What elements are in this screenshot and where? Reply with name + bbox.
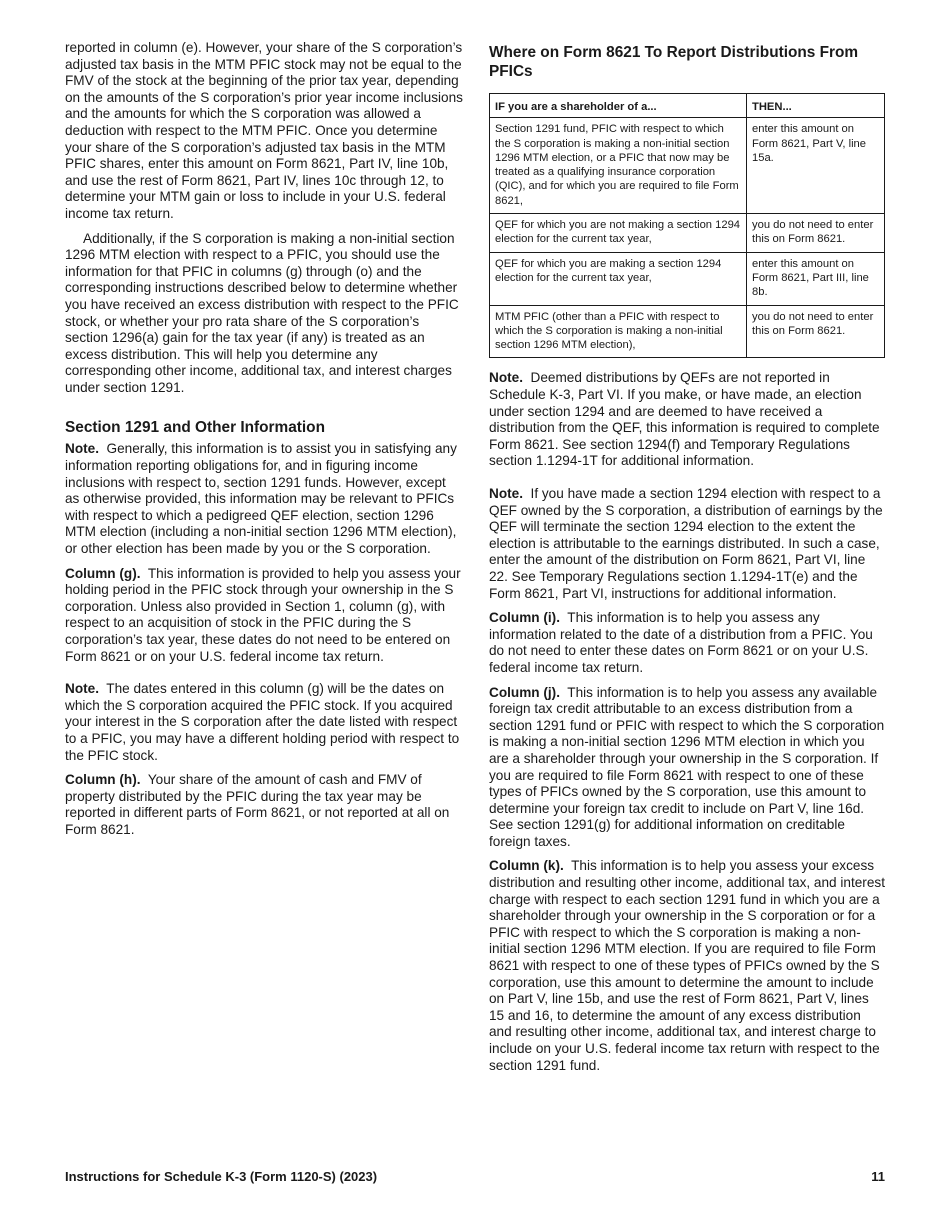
column-j-text: This information is to help you assess any available foreign tax credit attributable to an excess distribution from a section 1291 fund or PFIC with respect to which the S corporation is making a non-initial section 1296 MTM election in which you are a shareholder through your ownership in the S corporation. If you are required to file Form 8621 with respect to one of these types of PFICs owned by the S corporation, use this amount to determine your foreign tax credit to include on Part V, line 16d. See section 1291(g) for additional information on creditable foreign taxes. xyxy=(489,684,885,849)
note-text: Deemed distributions by QEFs are not reported in Schedule K-3, Part VI. If you make, or have made, an election under section 1294 and are deemed to have received a distribution from the QEF, this information is required to complete Form 8621. See section 1294(f) and Temporary Regulations section 1.1294-1T for additional information. xyxy=(489,370,880,469)
note-label: Note. xyxy=(489,370,523,386)
distributions-table xyxy=(489,93,885,358)
table-cell-if: MTM PFIC (other than a PFIC with respect to which the S corporation is making a non-initial section 1296 MTM election), xyxy=(490,305,747,358)
column-i-paragraph xyxy=(489,610,885,676)
column-i-text: This information is to help you assess any information related to the date of a distribution from a PFIC. You do not need to enter these dates on Form 8621 or on your U.S. federal income tax return. xyxy=(489,610,873,675)
column-k-paragraph xyxy=(489,858,885,1074)
table-header-row xyxy=(490,94,885,118)
column-j-paragraph xyxy=(489,685,885,851)
note-text: The dates entered in this column (g) will be the dates on which the S corporation acquired the PFIC stock. If you acquired your interest in the S corporation after the date listed with respect to a PFIC, you may have a different holding period with respect to the PFIC stock. xyxy=(65,681,460,763)
column-g-label: Column (g). xyxy=(65,565,141,581)
note-dates xyxy=(65,681,463,764)
section-heading-1291: Section 1291 and Other Information xyxy=(65,419,325,437)
note-text: If you have made a section 1294 election with respect to a QEF owned by the S corporation, a distribution of earnings by the QEF will terminate the section 1294 election to the extent the election is attributable to the earnings distributed. In such a case, enter the amount of the distribution on Form 8621, Part VI, line 22. See Temporary Regulations section 1.1294-1T(e) and the Form 8621, Part VI, instructions for additional information. xyxy=(489,486,883,601)
column-k-text: This information is to help you assess your excess distribution and resulting other income, additional tax, and interest charge with respect to each section 1291 fund in which you are a shareholder through your ownership in the S corporation or for a PFIC with respect to which the S corporation is making a non-initial section 1296 MTM election. If you are required to file Form 8621 with respect to one of these types of PFICs owned by the S corporation, use this amount to determine the amount to include on Part V, line 15b, and use the rest of Form 8621, Part V, lines 15 and 16, to determine the amount of any excess distribution and resulting other income, additional tax, and interest charge to include on your U.S. federal income tax return with respect to the section 1291 fund. xyxy=(489,858,885,1073)
column-h-text: Your share of the amount of cash and FMV of property distributed by the PFIC during the tax year may be reported in different parts of Form 8621, or not reported at all on Form 8621. xyxy=(65,772,450,837)
table-cell-if: QEF for which you are making a section 1294 election for the current tax year, xyxy=(490,252,747,305)
table-cell-if: Section 1291 fund, PFIC with respect to which the S corporation is making a non-initial section 1296 MTM election, or a PFIC that now may be treated as a qualifying insurance corporation (QIC), and for which you are required to file Form 8621, xyxy=(490,118,747,214)
column-h-paragraph xyxy=(65,772,463,838)
note-label: Note. xyxy=(65,681,99,697)
column-g-paragraph xyxy=(65,566,463,666)
table-row xyxy=(490,252,885,305)
table-cell-then: you do not need to enter this on Form 8621. xyxy=(747,214,885,253)
table-cell-if: QEF for which you are not making a section 1294 election for the current tax year, xyxy=(490,214,747,253)
note-text: Generally, this information is to assist you in satisfying any information reporting obligations for, and in figuring income inclusions with respect to, section 1291 funds. However, except as otherwise provided, this information may be relevant to PFICs with respect to which a pedigreed QEF election, section 1296 MTM election (including a non-initial section 1296 MTM election), or other election has been made by you or the S corporation. xyxy=(65,441,457,557)
column-g-text: This information is provided to help you assess your holding period in the PFIC stock through your ownership in the S corporation. Unless also provided in Section 1, column (g), with respect to an acquisition of stock in the PFIC during the S corporation’s tax year, these dates do not need to be entered on Form 8621 or on your U.S. federal income tax return. xyxy=(65,565,461,664)
note-label: Note. xyxy=(65,441,99,457)
column-k-label: Column (k). xyxy=(489,858,564,874)
distributions-heading: Where on Form 8621 To Report Distributions From PFICs xyxy=(489,44,859,80)
table-row xyxy=(490,305,885,358)
note-deemed-distributions xyxy=(489,370,885,470)
table-cell-then: enter this amount on Form 8621, Part V, line 15a. xyxy=(747,118,885,214)
page-number: 11 xyxy=(871,1169,885,1184)
table-row xyxy=(490,214,885,253)
column-h-label: Column (h). xyxy=(65,772,141,788)
column-i-label: Column (i). xyxy=(489,610,560,626)
footer-title: Instructions for Schedule K-3 (Form 1120-S) (2023) xyxy=(65,1169,378,1184)
table-cell-then: enter this amount on Form 8621, Part III, line 8b. xyxy=(747,252,885,305)
table-header-if: IF you are a shareholder of a... xyxy=(490,94,747,118)
note-label: Note. xyxy=(489,486,523,502)
note-general xyxy=(65,441,463,557)
table-header-then: THEN... xyxy=(747,94,885,118)
column-j-label: Column (j). xyxy=(489,684,560,700)
paragraph-non-initial-election: Additionally, if the S corporation is making a non-initial section 1296 MTM election with respect to a PFIC, you should use the information for that PFIC in columns (g) through (o) and the corresponding instructions described below to determine whether you have received an excess distribution with respect to the PFIC stock, or whether your pro rata share of the S corporation’s section 1296(a) gain for the tax year (if any) is treated as an excess distribution. This will help you determine any corresponding other income, additional tax, and interest charges under section 1291. xyxy=(65,230,459,395)
left-column xyxy=(65,40,463,847)
paragraph-mtm-basis: reported in column (e). However, your share of the S corporation’s adjusted tax basis in the MTM PFIC stock may not be equal to the FMV of the stock at the beginning of the prior tax year, depending on the amounts of the S corporation’s prior year income inclusions and the amounts for which the S corporation was allowed a deduction with respect to the MTM PFIC. Once you determine your share of the S corporation’s adjusted tax basis in the MTM PFIC shares, enter this amount on Form 8621, Part IV, line 10b, and use the rest of Form 8621, Part IV, lines 10c through 12, to determine your MTM gain or loss to include in your U.S. federal income tax return. xyxy=(65,40,463,221)
table-cell-then: you do not need to enter this on Form 8621. xyxy=(747,305,885,358)
right-column xyxy=(489,40,885,1082)
note-1294-election xyxy=(489,486,885,602)
table-row xyxy=(490,118,885,214)
